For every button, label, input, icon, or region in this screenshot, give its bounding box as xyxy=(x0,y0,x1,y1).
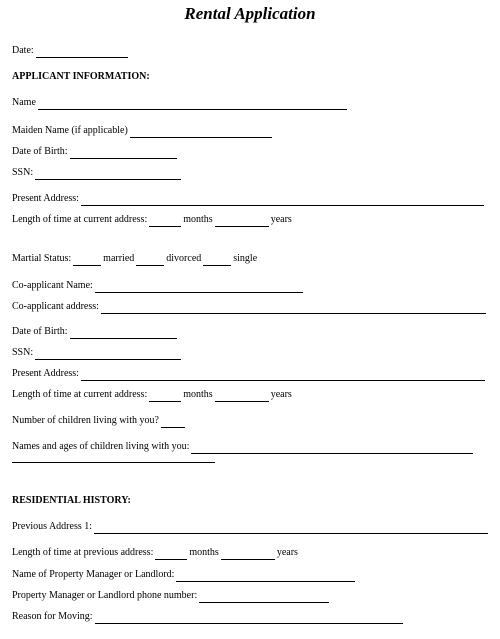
coapplicant-months-field[interactable] xyxy=(149,390,181,402)
ssn-row xyxy=(12,166,183,180)
length-time-row xyxy=(12,213,292,227)
children-names-continuation-line[interactable] xyxy=(12,462,215,463)
name-field[interactable] xyxy=(38,98,347,110)
coapplicant-ssn-field[interactable] xyxy=(35,348,181,360)
maiden-name-field[interactable] xyxy=(130,126,272,138)
manager-phone-row xyxy=(12,589,331,603)
coapplicant-length-time-row xyxy=(12,388,292,402)
married-field[interactable] xyxy=(73,254,101,266)
reason-moving-field[interactable] xyxy=(95,612,403,624)
years-field[interactable] xyxy=(215,215,269,227)
ssn-label: SSN: xyxy=(12,167,34,178)
coapplicant-months-label: months xyxy=(183,389,213,400)
previous-months-field[interactable] xyxy=(155,548,187,560)
coapplicant-dob-field[interactable] xyxy=(70,327,177,339)
previous-address-label: Previous Address 1: xyxy=(12,521,92,532)
present-address-row xyxy=(12,192,494,206)
coapplicant-dob-label: Date of Birth: xyxy=(12,326,68,337)
residential-history-heading: RESIDENTIAL HISTORY: xyxy=(12,495,131,506)
date-label: Date: xyxy=(12,45,34,56)
previous-years-label: years xyxy=(276,547,298,558)
previous-years-field[interactable] xyxy=(221,548,275,560)
coapplicant-address-label: Co-applicant address: xyxy=(12,301,99,312)
coapplicant-present-address-row xyxy=(12,367,487,381)
children-count-field[interactable] xyxy=(161,416,185,428)
children-count-row xyxy=(12,414,187,428)
coapplicant-years-label: years xyxy=(270,389,292,400)
previous-address-row xyxy=(12,520,490,534)
date-row xyxy=(12,44,130,58)
marital-status-label: Martial Status: xyxy=(12,253,72,264)
months-field[interactable] xyxy=(149,215,181,227)
divorced-label: divorced xyxy=(166,253,202,264)
coapplicant-dob-row xyxy=(12,325,179,339)
coapplicant-address-row xyxy=(12,300,488,314)
single-field[interactable] xyxy=(203,254,231,266)
coapplicant-name-row xyxy=(12,279,305,293)
dob-field[interactable] xyxy=(70,147,177,159)
children-names-field[interactable] xyxy=(191,442,473,454)
name-label: Name xyxy=(12,97,36,108)
form-title: Rental Application xyxy=(184,4,316,23)
ssn-field[interactable] xyxy=(35,168,181,180)
previous-address-field[interactable] xyxy=(94,522,488,534)
children-names-label: Names and ages of children living with you: xyxy=(12,441,190,452)
present-address-label: Present Address: xyxy=(12,193,79,204)
coapplicant-ssn-label: SSN: xyxy=(12,347,34,358)
reason-moving-label: Reason for Moving: xyxy=(12,611,93,622)
property-manager-field[interactable] xyxy=(176,570,355,582)
date-field[interactable] xyxy=(36,46,128,58)
married-label: married xyxy=(103,253,135,264)
length-previous-row xyxy=(12,546,298,560)
coapplicant-address-field[interactable] xyxy=(101,302,486,314)
dob-row xyxy=(12,145,179,159)
coapplicant-name-field[interactable] xyxy=(95,281,303,293)
maiden-name-label: Maiden Name (if applicable) xyxy=(12,125,128,136)
reason-moving-row xyxy=(12,610,405,624)
coapplicant-ssn-row xyxy=(12,346,183,360)
children-count-label: Number of children living with you? xyxy=(12,415,159,426)
applicant-info-heading: APPLICANT INFORMATION: xyxy=(12,71,150,82)
coapplicant-years-field[interactable] xyxy=(215,390,269,402)
manager-phone-label: Property Manager or Landlord phone number: xyxy=(12,590,198,601)
single-label: single xyxy=(233,253,258,264)
months-label: months xyxy=(183,214,213,225)
coapplicant-present-address-field[interactable] xyxy=(81,369,485,381)
maiden-name-row xyxy=(12,124,274,138)
property-manager-row xyxy=(12,568,357,582)
coapplicant-present-address-label: Present Address: xyxy=(12,368,79,379)
name-row xyxy=(12,96,349,110)
years-label: years xyxy=(270,214,292,225)
marital-status-row xyxy=(12,252,257,266)
coapplicant-name-label: Co-applicant Name: xyxy=(12,280,93,291)
property-manager-label: Name of Property Manager or Landlord: xyxy=(12,569,175,580)
length-time-label: Length of time at current address: xyxy=(12,214,148,225)
children-names-row xyxy=(12,440,475,454)
divorced-field[interactable] xyxy=(136,254,164,266)
coapplicant-length-time-label: Length of time at current address: xyxy=(12,389,148,400)
present-address-field[interactable] xyxy=(81,194,484,206)
dob-label: Date of Birth: xyxy=(12,146,68,157)
previous-months-label: months xyxy=(189,547,219,558)
length-previous-label: Length of time at previous address: xyxy=(12,547,154,558)
manager-phone-field[interactable] xyxy=(199,591,329,603)
